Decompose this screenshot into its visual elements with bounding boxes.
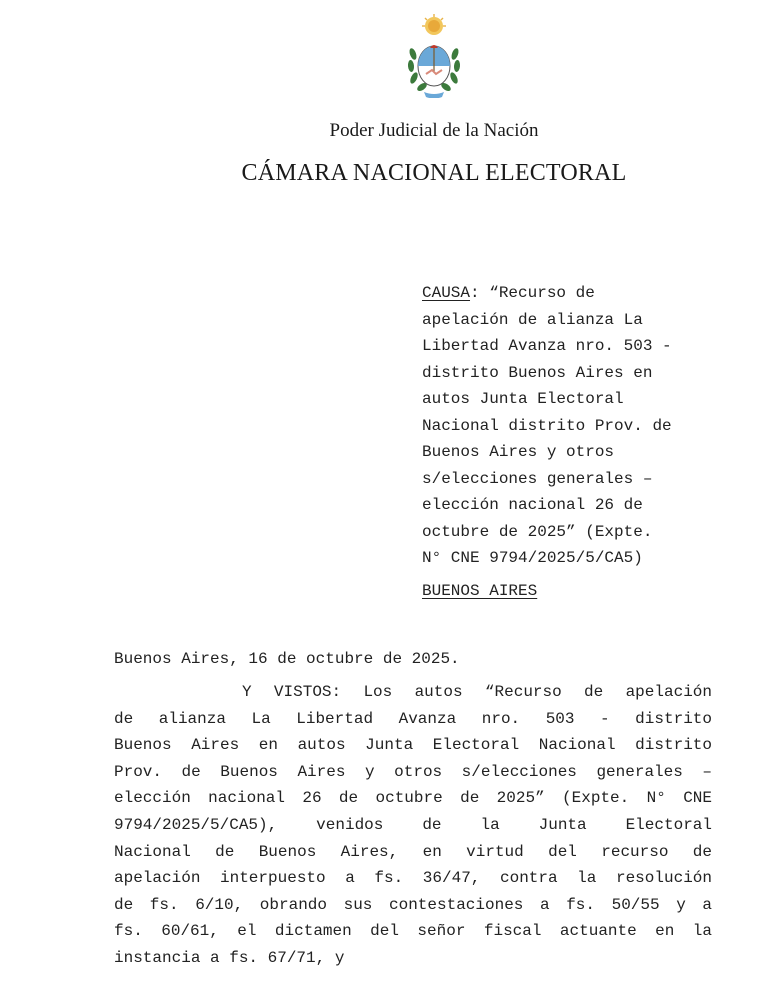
body-line: Y VISTOS: Los autos “Recurso de apelación	[242, 683, 712, 701]
case-caption	[422, 280, 722, 572]
causa-label: CAUSA	[422, 284, 471, 302]
body-line: Prov. de Buenos Aires y otros s/elecciones generales –	[114, 762, 712, 781]
case-caption-line: elección nacional 26 de	[422, 496, 643, 514]
district-label: BUENOS AIRES	[422, 582, 538, 600]
body-line: instancia a fs. 67/71, y	[114, 948, 345, 967]
case-caption-line: Libertad Avanza nro. 503 -	[422, 337, 672, 355]
body-line: de alianza La Libertad Avanza nro. 503 - distrito	[114, 709, 712, 728]
institution-title: Poder Judicial de la Nación	[329, 120, 539, 141]
case-caption-line: autos Junta Electoral	[422, 390, 624, 408]
body-line: de fs. 6/10, obrando sus contestaciones a fs. 50/55 y a	[114, 895, 712, 914]
case-caption-line: distrito Buenos Aires en	[422, 363, 653, 382]
case-caption-line: N° CNE 9794/2025/5/CA5)	[422, 549, 643, 567]
body-line: Buenos Aires en autos Junta Electoral Nacional distrito	[114, 736, 712, 755]
argentina-coat-of-arms-icon	[404, 14, 464, 98]
case-caption-line: apelación de alianza La	[422, 310, 643, 329]
body-line: fs. 60/61, el dictamen del señor fiscal actuante en la	[114, 922, 712, 941]
sun-icon	[422, 14, 446, 35]
case-caption-line: octubre de 2025” (Expte.	[422, 522, 653, 541]
case-caption-line: Nacional distrito Prov. de	[422, 416, 672, 435]
body-paragraph	[114, 679, 712, 972]
body-line: apelación interpuesto a fs. 36/47, contra la resolución	[114, 869, 712, 888]
dateline: Buenos Aires, 16 de octubre de 2025.	[114, 650, 460, 668]
case-caption-line: CAUSA: “Recurso de	[422, 284, 595, 302]
ribbon-icon	[424, 92, 444, 98]
shield-icon	[418, 45, 450, 86]
chamber-title: CÁMARA NACIONAL ELECTORAL	[241, 160, 627, 186]
case-caption-line: Buenos Aires y otros	[422, 443, 615, 461]
body-line: 9794/2025/5/CA5), venidos de la Junta Electoral	[114, 815, 712, 834]
case-caption-line: s/elecciones generales –	[422, 469, 653, 488]
body-line: elección nacional 26 de octubre de 2025” (Expte. N° CNE	[114, 789, 712, 808]
body-line: Nacional de Buenos Aires, en virtud del recurso de	[114, 842, 712, 861]
